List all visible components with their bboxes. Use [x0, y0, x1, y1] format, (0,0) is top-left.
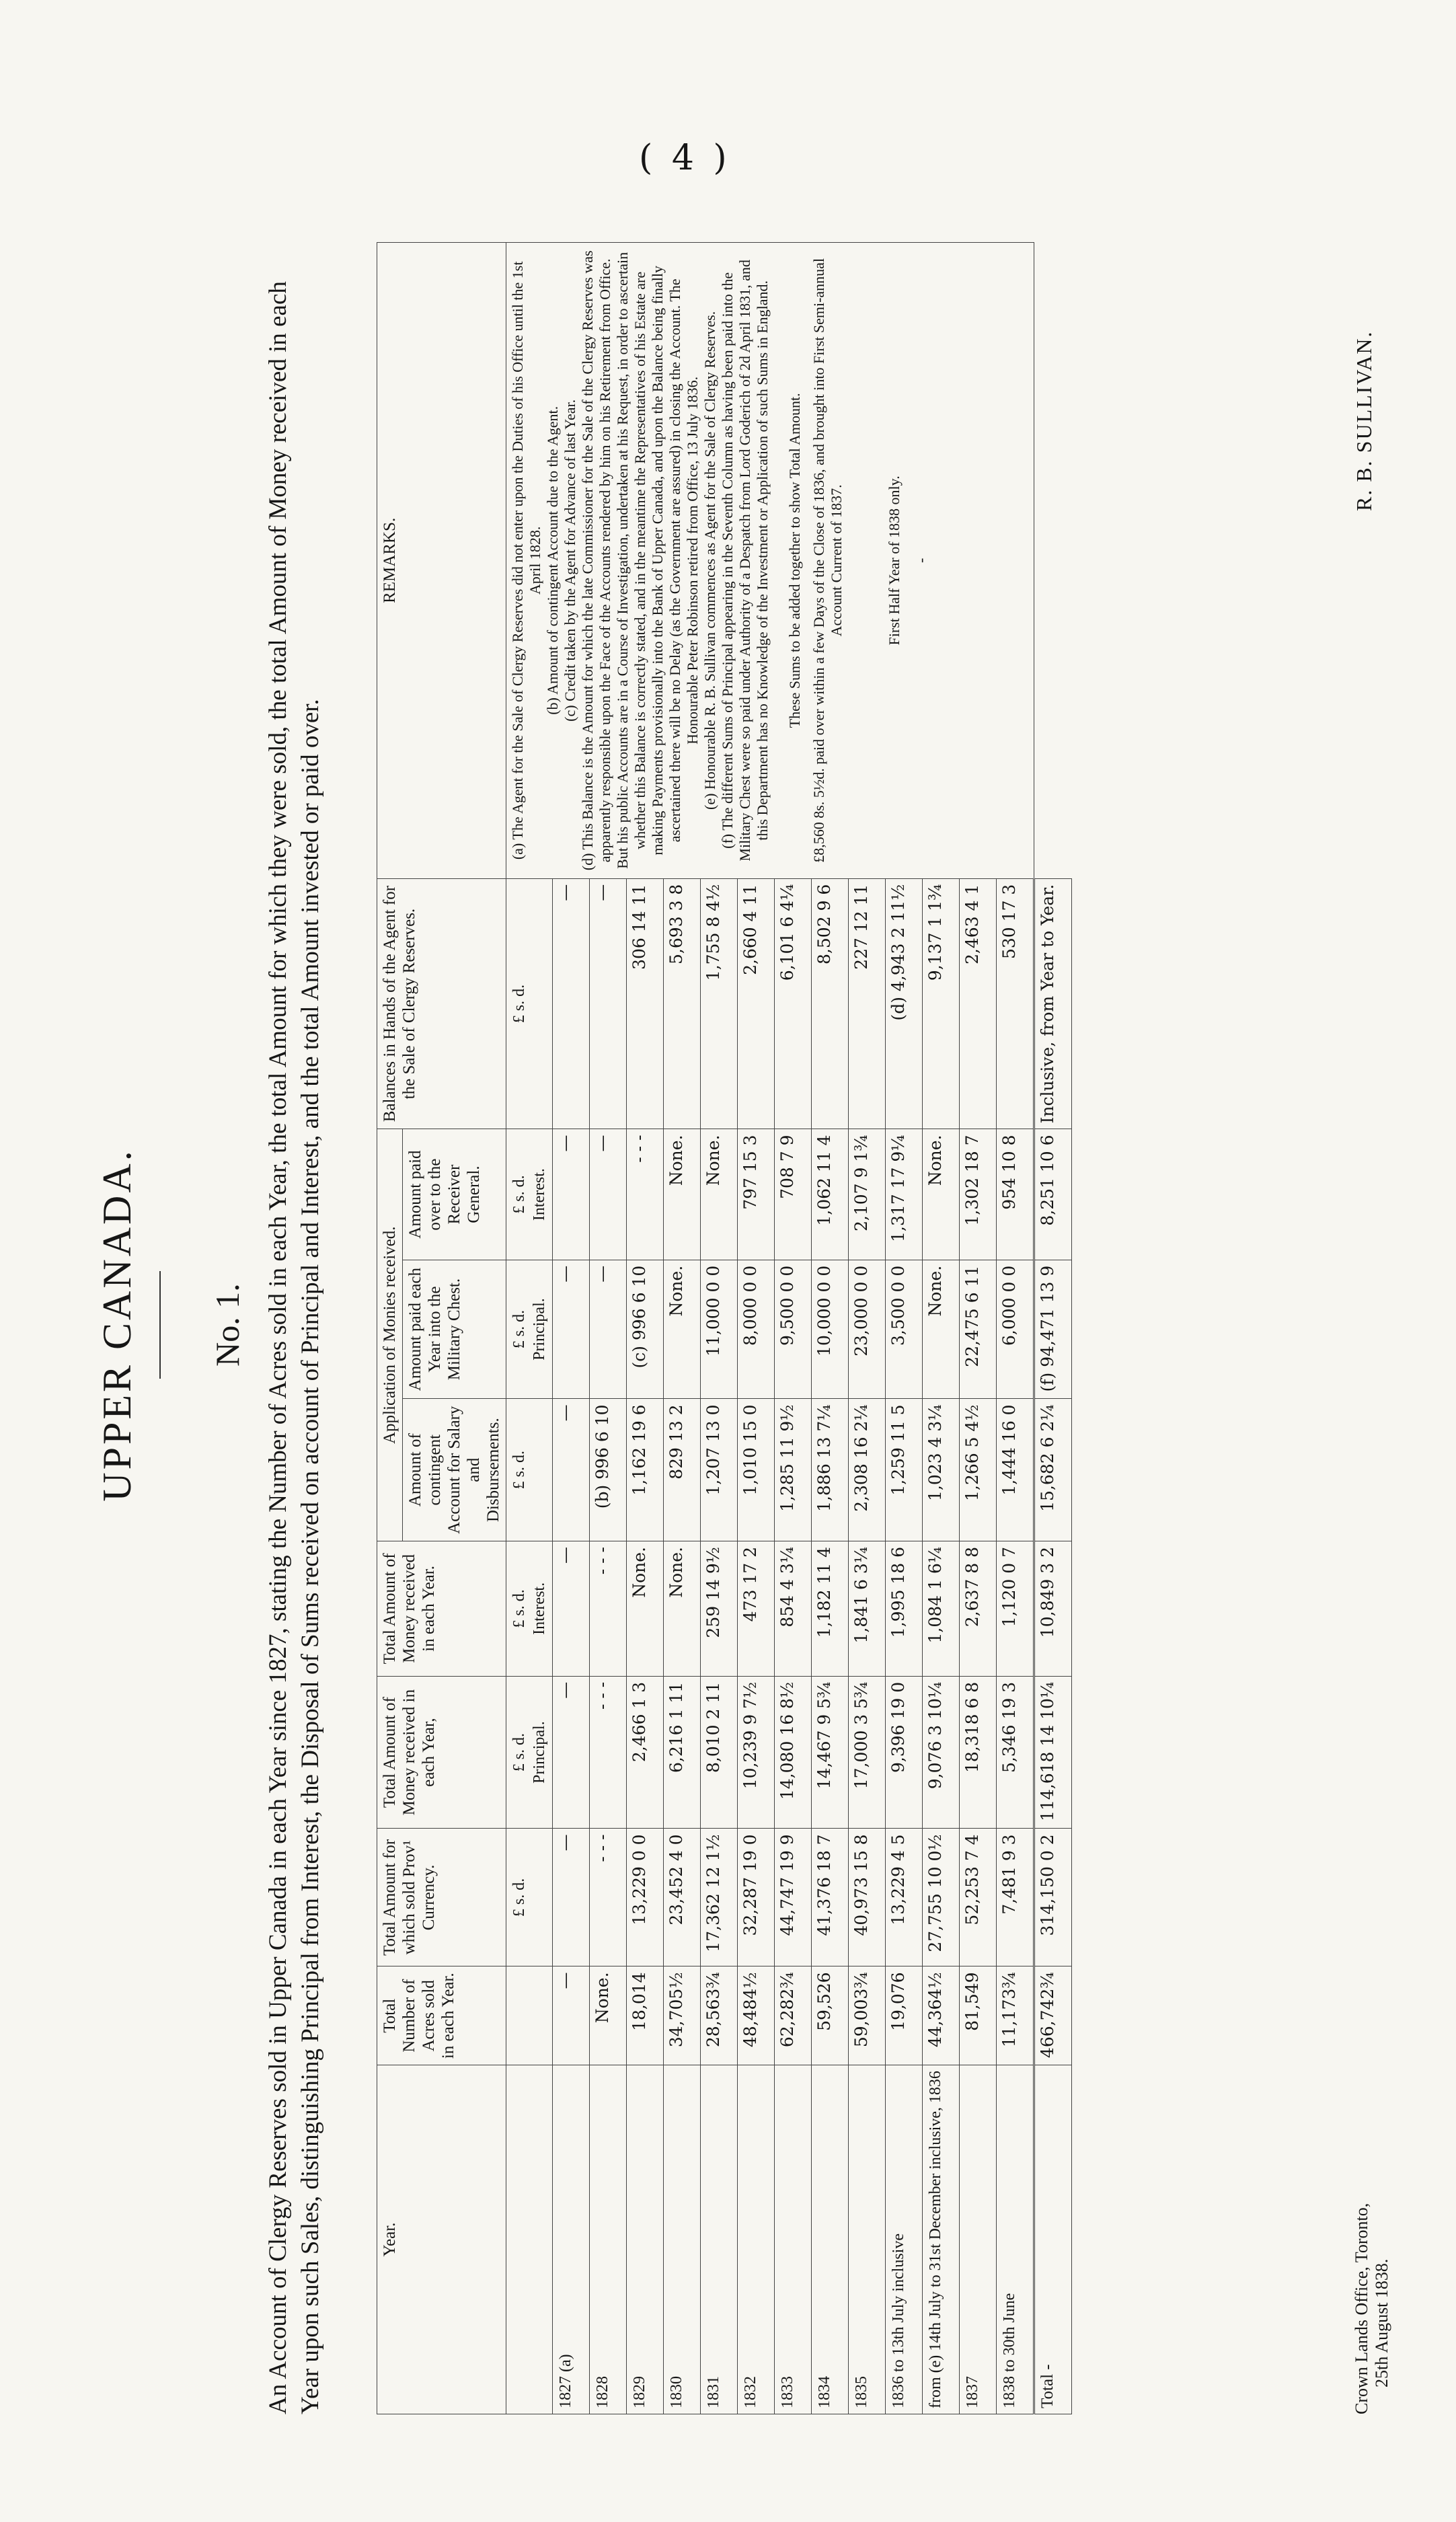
total-balance: Inclusive, from Year to Year. — [1034, 878, 1072, 1129]
cell-year: 1828 — [590, 2065, 627, 2414]
cell-acres: 11,173¾ — [997, 1966, 1034, 2065]
cell-year: 1829 — [627, 2065, 664, 2414]
units-receiver-lsd: £ s. d. — [510, 1175, 528, 1214]
cell-principal: 8,010 2 11 — [701, 1676, 738, 1829]
cell-acres: 62,282¾ — [775, 1966, 812, 2065]
header-contingent: Amount of contingent Account for Salary and Disbursements. — [403, 1399, 506, 1541]
cell-balance: 2,660 4 11 — [738, 878, 775, 1129]
header-principal: Total Amount of Money received in each Year, — [377, 1676, 506, 1829]
cell-military: 8,000 0 0 — [738, 1260, 775, 1399]
cell-receiver: None. — [701, 1129, 738, 1260]
cell-contingent: 1,266 5 4½ — [960, 1399, 997, 1541]
cell-acres: 59,003¾ — [849, 1966, 886, 2065]
remark-e: (e) Honourable R. B. Sullivan commences as Agent for the Sale of Clergy Reserves. — [701, 311, 718, 810]
total-sold: 314,150 0 2 — [1034, 1829, 1072, 1966]
cell-balance: 227 12 11 — [849, 878, 886, 1129]
rotated-account-sheet — [94, 215, 1412, 2435]
units-principal-label: Principal. — [531, 1721, 548, 1784]
units-interest-label: Interest. — [531, 1582, 548, 1635]
account-table — [377, 242, 1072, 2414]
cell-year: 1838 to 30th June — [997, 2065, 1034, 2414]
cell-acres: 44,364½ — [923, 1966, 960, 2065]
header-receiver: Amount paid over to the Receiver General. — [403, 1129, 506, 1260]
units-acres — [506, 1966, 553, 2065]
remark-paid-over: £8,560 8s. 5½d. paid over within a few Days of the Close of 1836, and brought into First Semi-annual Account Current of 1837. — [810, 258, 845, 863]
cell-sold: 23,452 4 0 — [664, 1829, 701, 1966]
cell-year: 1835 — [849, 2065, 886, 2414]
total-military: (f) 94,471 13 9 — [1034, 1260, 1072, 1399]
cell-acres: 34,705½ — [664, 1966, 701, 2065]
cell-interest: None. — [664, 1541, 701, 1677]
cell-year: 1837 — [960, 2065, 997, 2414]
cell-sold: 7,481 9 3 — [997, 1829, 1034, 1966]
remark-half-year: First Half Year of 1838 only. — [886, 475, 903, 646]
cell-principal: 5,346 19 3 — [997, 1676, 1034, 1829]
cell-balance: 9,137 1 1¾ — [923, 878, 960, 1129]
units-interest-lsd: £ s. d. — [510, 1589, 528, 1628]
cell-contingent: 1,023 4 3¼ — [923, 1399, 960, 1541]
cell-balance: — — [590, 878, 627, 1129]
heading — [94, 215, 247, 2435]
cell-military: None. — [664, 1260, 701, 1399]
total-row — [1034, 243, 1072, 2414]
cell-military: — — [590, 1260, 627, 1399]
units-sold: £ s. d. — [506, 1829, 553, 1966]
cell-receiver: 954 10 8 — [997, 1129, 1034, 1260]
total-principal: 114,618 14 10¼ — [1034, 1676, 1072, 1829]
signature: R. B. SULLIVAN. — [1352, 330, 1376, 511]
cell-acres: 28,563¾ — [701, 1966, 738, 2065]
header-application: Application of Monies received. — [377, 1129, 403, 1541]
cell-sold: 27,755 10 0½ — [923, 1829, 960, 1966]
total-year: Total - — [1034, 2065, 1072, 2414]
cell-interest: 1,084 1 6¼ — [923, 1541, 960, 1677]
cell-balance: 1,755 8 4½ — [701, 878, 738, 1129]
total-contingent: 15,682 6 2¼ — [1034, 1399, 1072, 1541]
cell-contingent: 1,259 11 5 — [886, 1399, 923, 1541]
cell-interest: — — [553, 1541, 590, 1677]
province-title: UPPER CANADA. — [95, 1148, 139, 1502]
cell-receiver: None. — [923, 1129, 960, 1260]
units-row — [506, 243, 553, 2414]
cell-principal: 10,239 9 7½ — [738, 1676, 775, 1829]
cell-military: — — [553, 1260, 590, 1399]
cell-military: (c) 996 6 10 — [627, 1260, 664, 1399]
cell-military: 11,000 0 0 — [701, 1260, 738, 1399]
account-number: No. 1. — [208, 1283, 246, 1367]
header-row — [377, 243, 403, 2414]
units-principal — [506, 1676, 553, 1829]
cell-contingent: 1,162 19 6 — [627, 1399, 664, 1541]
units-contingent: £ s. d. — [506, 1399, 553, 1541]
cell-contingent: 1,207 13 0 — [701, 1399, 738, 1541]
units-receiver-label: Interest. — [531, 1168, 548, 1221]
cell-receiver: 1,317 17 9¼ — [886, 1129, 923, 1260]
cell-acres: 48,484½ — [738, 1966, 775, 2065]
cell-interest: 1,120 0 7 — [997, 1541, 1034, 1677]
cell-sold: 41,376 18 7 — [812, 1829, 849, 1966]
cell-principal: 9,076 3 10¼ — [923, 1676, 960, 1829]
cell-balance: — — [553, 878, 590, 1129]
cell-balance: 6,101 6 4¼ — [775, 878, 812, 1129]
cell-balance: 306 14 11 — [627, 878, 664, 1129]
cell-military: 9,500 0 0 — [775, 1260, 812, 1399]
header-acres: Total Number of Acres sold in each Year. — [377, 1966, 506, 2065]
cell-military: None. — [923, 1260, 960, 1399]
header-year: Year. — [377, 2065, 506, 2414]
units-balance: £ s. d. — [506, 878, 553, 1129]
table-body — [506, 243, 1072, 2414]
cell-balance: 530 17 3 — [997, 878, 1034, 1129]
units-military — [506, 1260, 553, 1399]
cell-acres: 81,549 — [960, 1966, 997, 2065]
cell-interest: - - - — [590, 1541, 627, 1677]
header-amount-sold: Total Amount for which sold Prov¹ Currency. — [377, 1829, 506, 1966]
cell-principal: 2,466 1 3 — [627, 1676, 664, 1829]
remark-dash: - — [913, 558, 929, 564]
cell-principal: 14,467 9 5¾ — [812, 1676, 849, 1829]
footer-office — [1352, 2203, 1392, 2414]
cell-interest: 2,637 8 8 — [960, 1541, 997, 1677]
cell-year: 1836 to 13th July inclusive — [886, 2065, 923, 2414]
date-line: 25th August 1838. — [1372, 2258, 1391, 2387]
cell-principal: - - - — [590, 1676, 627, 1829]
remark-sums: These Sums to be added together to show Total Amount. — [786, 393, 803, 728]
remark-a: (a) The Agent for the Sale of Clergy Reserves did not enter upon the Duties of his Office until the 1st April 1828. — [509, 261, 543, 860]
cell-contingent: (b) 996 6 10 — [590, 1399, 627, 1541]
office-line: Crown Lands Office, Toronto, — [1352, 2203, 1371, 2414]
total-receiver: 8,251 10 6 — [1034, 1129, 1072, 1260]
cell-year: 1833 — [775, 2065, 812, 2414]
header-remarks: REMARKS. — [377, 243, 506, 879]
units-interest — [506, 1541, 553, 1677]
cell-sold: 44,747 19 9 — [775, 1829, 812, 1966]
remark-f: (f) The different Sums of Principal appearing in the Seventh Column as having been paid into the Military Chest were so paid under Authority of a Despatch from Lord Goderich of 2d April 1831, and this Department has no Knowledge of the Investment or Application of such Sums in England. — [719, 260, 771, 862]
cell-balance: 5,693 3 8 — [664, 878, 701, 1129]
total-acres: 466,742¾ — [1034, 1966, 1072, 2065]
cell-balance: (d) 4,943 2 11½ — [886, 878, 923, 1129]
cell-contingent: 2,308 16 2¼ — [849, 1399, 886, 1541]
cell-year: 1830 — [664, 2065, 701, 2414]
header-interest: Total Amount of Money received in each Year. — [377, 1541, 506, 1677]
cell-interest: 1,995 18 6 — [886, 1541, 923, 1677]
cell-contingent: 1,886 13 7¼ — [812, 1399, 849, 1541]
cell-year: 1832 — [738, 2065, 775, 2414]
cell-balance: 2,463 4 1 — [960, 878, 997, 1129]
cell-year: 1834 — [812, 2065, 849, 2414]
cell-contingent: 829 13 2 — [664, 1399, 701, 1541]
cell-principal: 9,396 19 0 — [886, 1676, 923, 1829]
units-receiver — [506, 1129, 553, 1260]
total-interest: 10,849 3 2 — [1034, 1541, 1072, 1677]
cell-sold: 32,287 19 0 — [738, 1829, 775, 1966]
cell-year: from (e) 14th July to 31st December inclusive, 1836 — [923, 2065, 960, 2414]
cell-receiver: 1,302 18 7 — [960, 1129, 997, 1260]
cell-principal: 14,080 16 8½ — [775, 1676, 812, 1829]
units-military-lsd: £ s. d. — [510, 1309, 528, 1349]
cell-receiver: 2,107 9 1¾ — [849, 1129, 886, 1260]
intro-paragraph: An Account of Clergy Reserves sold in Upper Canada in each Year since 1827, stating the Number of Acres sold in each Year, the total Amount for which they were sold, the total Amount of Money received in each Year upon such Sales, distinguishing Principal from Interest, the Disposal of Sums received on account of Principal and Interest, and the total Amount invested or paid over. — [264, 281, 324, 2414]
cell-receiver: None. — [664, 1129, 701, 1260]
cell-receiver: 708 7 9 — [775, 1129, 812, 1260]
cell-military: 6,000 0 0 — [997, 1260, 1034, 1399]
cell-sold: - - - — [590, 1829, 627, 1966]
cell-military: 23,000 0 0 — [849, 1260, 886, 1399]
cell-sold: 13,229 0 0 — [627, 1829, 664, 1966]
cell-balance: 8,502 9 6 — [812, 878, 849, 1129]
cell-acres: — — [553, 1966, 590, 2065]
units-military-label: Principal. — [531, 1298, 548, 1361]
remark-c: (c) Credit taken by the Agent for Advance of last Year. — [562, 399, 578, 722]
cell-acres: 19,076 — [886, 1966, 923, 2065]
remark-b: (b) Amount of contingent Account due to the Agent. — [544, 406, 561, 715]
cell-interest: 854 4 3¼ — [775, 1541, 812, 1677]
cell-interest: None. — [627, 1541, 664, 1677]
cell-acres: None. — [590, 1966, 627, 2065]
cell-sold: 17,362 12 1½ — [701, 1829, 738, 1966]
units-year — [506, 2065, 553, 2414]
cell-interest: 473 17 2 — [738, 1541, 775, 1677]
cell-acres: 59,526 — [812, 1966, 849, 2065]
cell-contingent: 1,444 16 0 — [997, 1399, 1034, 1541]
cell-contingent: — — [553, 1399, 590, 1541]
cell-receiver: - - - — [627, 1129, 664, 1260]
cell-receiver: 1,062 11 4 — [812, 1129, 849, 1260]
cell-receiver: — — [590, 1129, 627, 1260]
header-military: Amount paid each Year into the Military Chest. — [403, 1260, 506, 1399]
cell-contingent: 1,285 11 9½ — [775, 1399, 812, 1541]
cell-principal: 18,318 6 8 — [960, 1676, 997, 1829]
header-balances: Balances in Hands of the Agent for the Sale of Clergy Reserves. — [377, 878, 506, 1129]
cell-year: 1827 (a) — [553, 2065, 590, 2414]
cell-principal: 17,000 3 5¾ — [849, 1676, 886, 1829]
cell-military: 3,500 0 0 — [886, 1260, 923, 1399]
cell-receiver: 797 15 3 — [738, 1129, 775, 1260]
cell-acres: 18,014 — [627, 1966, 664, 2065]
cell-military: 10,000 0 0 — [812, 1260, 849, 1399]
remarks-cell — [506, 243, 1034, 879]
cell-contingent: 1,010 15 0 — [738, 1399, 775, 1541]
title-rule — [159, 1271, 161, 1379]
cell-sold: 13,229 4 5 — [886, 1829, 923, 1966]
cell-receiver: — — [553, 1129, 590, 1260]
cell-sold: — — [553, 1829, 590, 1966]
cell-interest: 259 14 9½ — [701, 1541, 738, 1677]
cell-sold: 52,253 7 4 — [960, 1829, 997, 1966]
cell-military: 22,475 6 11 — [960, 1260, 997, 1399]
cell-principal: 6,216 1 11 — [664, 1676, 701, 1829]
cell-year: 1831 — [701, 2065, 738, 2414]
cell-interest: 1,182 11 4 — [812, 1541, 849, 1677]
cell-interest: 1,841 6 3¼ — [849, 1541, 886, 1677]
cell-principal: — — [553, 1676, 590, 1829]
cell-sold: 40,973 15 8 — [849, 1829, 886, 1966]
page-number: ( 4 ) — [639, 138, 731, 178]
remark-d: (d) This Balance is the Amount for which the late Commissioner for the Sale of the Clergy Reserves was apparently responsible upon the Face of the Accounts rendered by him on his Retirement from Office. But his public Accounts are in a Course of Investigation, undertaken at his Request, in order to ascertain whether this Balance is correctly stated, and in the meantime the Representatives of his Estate are making Payments provisionally into the Bank of Upper Canada, and upon the Balance being finally ascertained there will be no Delay (as the Government are assured) in closing the Account. The Honourable Peter Robinson retired from Office, 13 July 1836. — [579, 250, 701, 871]
units-principal-lsd: £ s. d. — [510, 1732, 528, 1772]
